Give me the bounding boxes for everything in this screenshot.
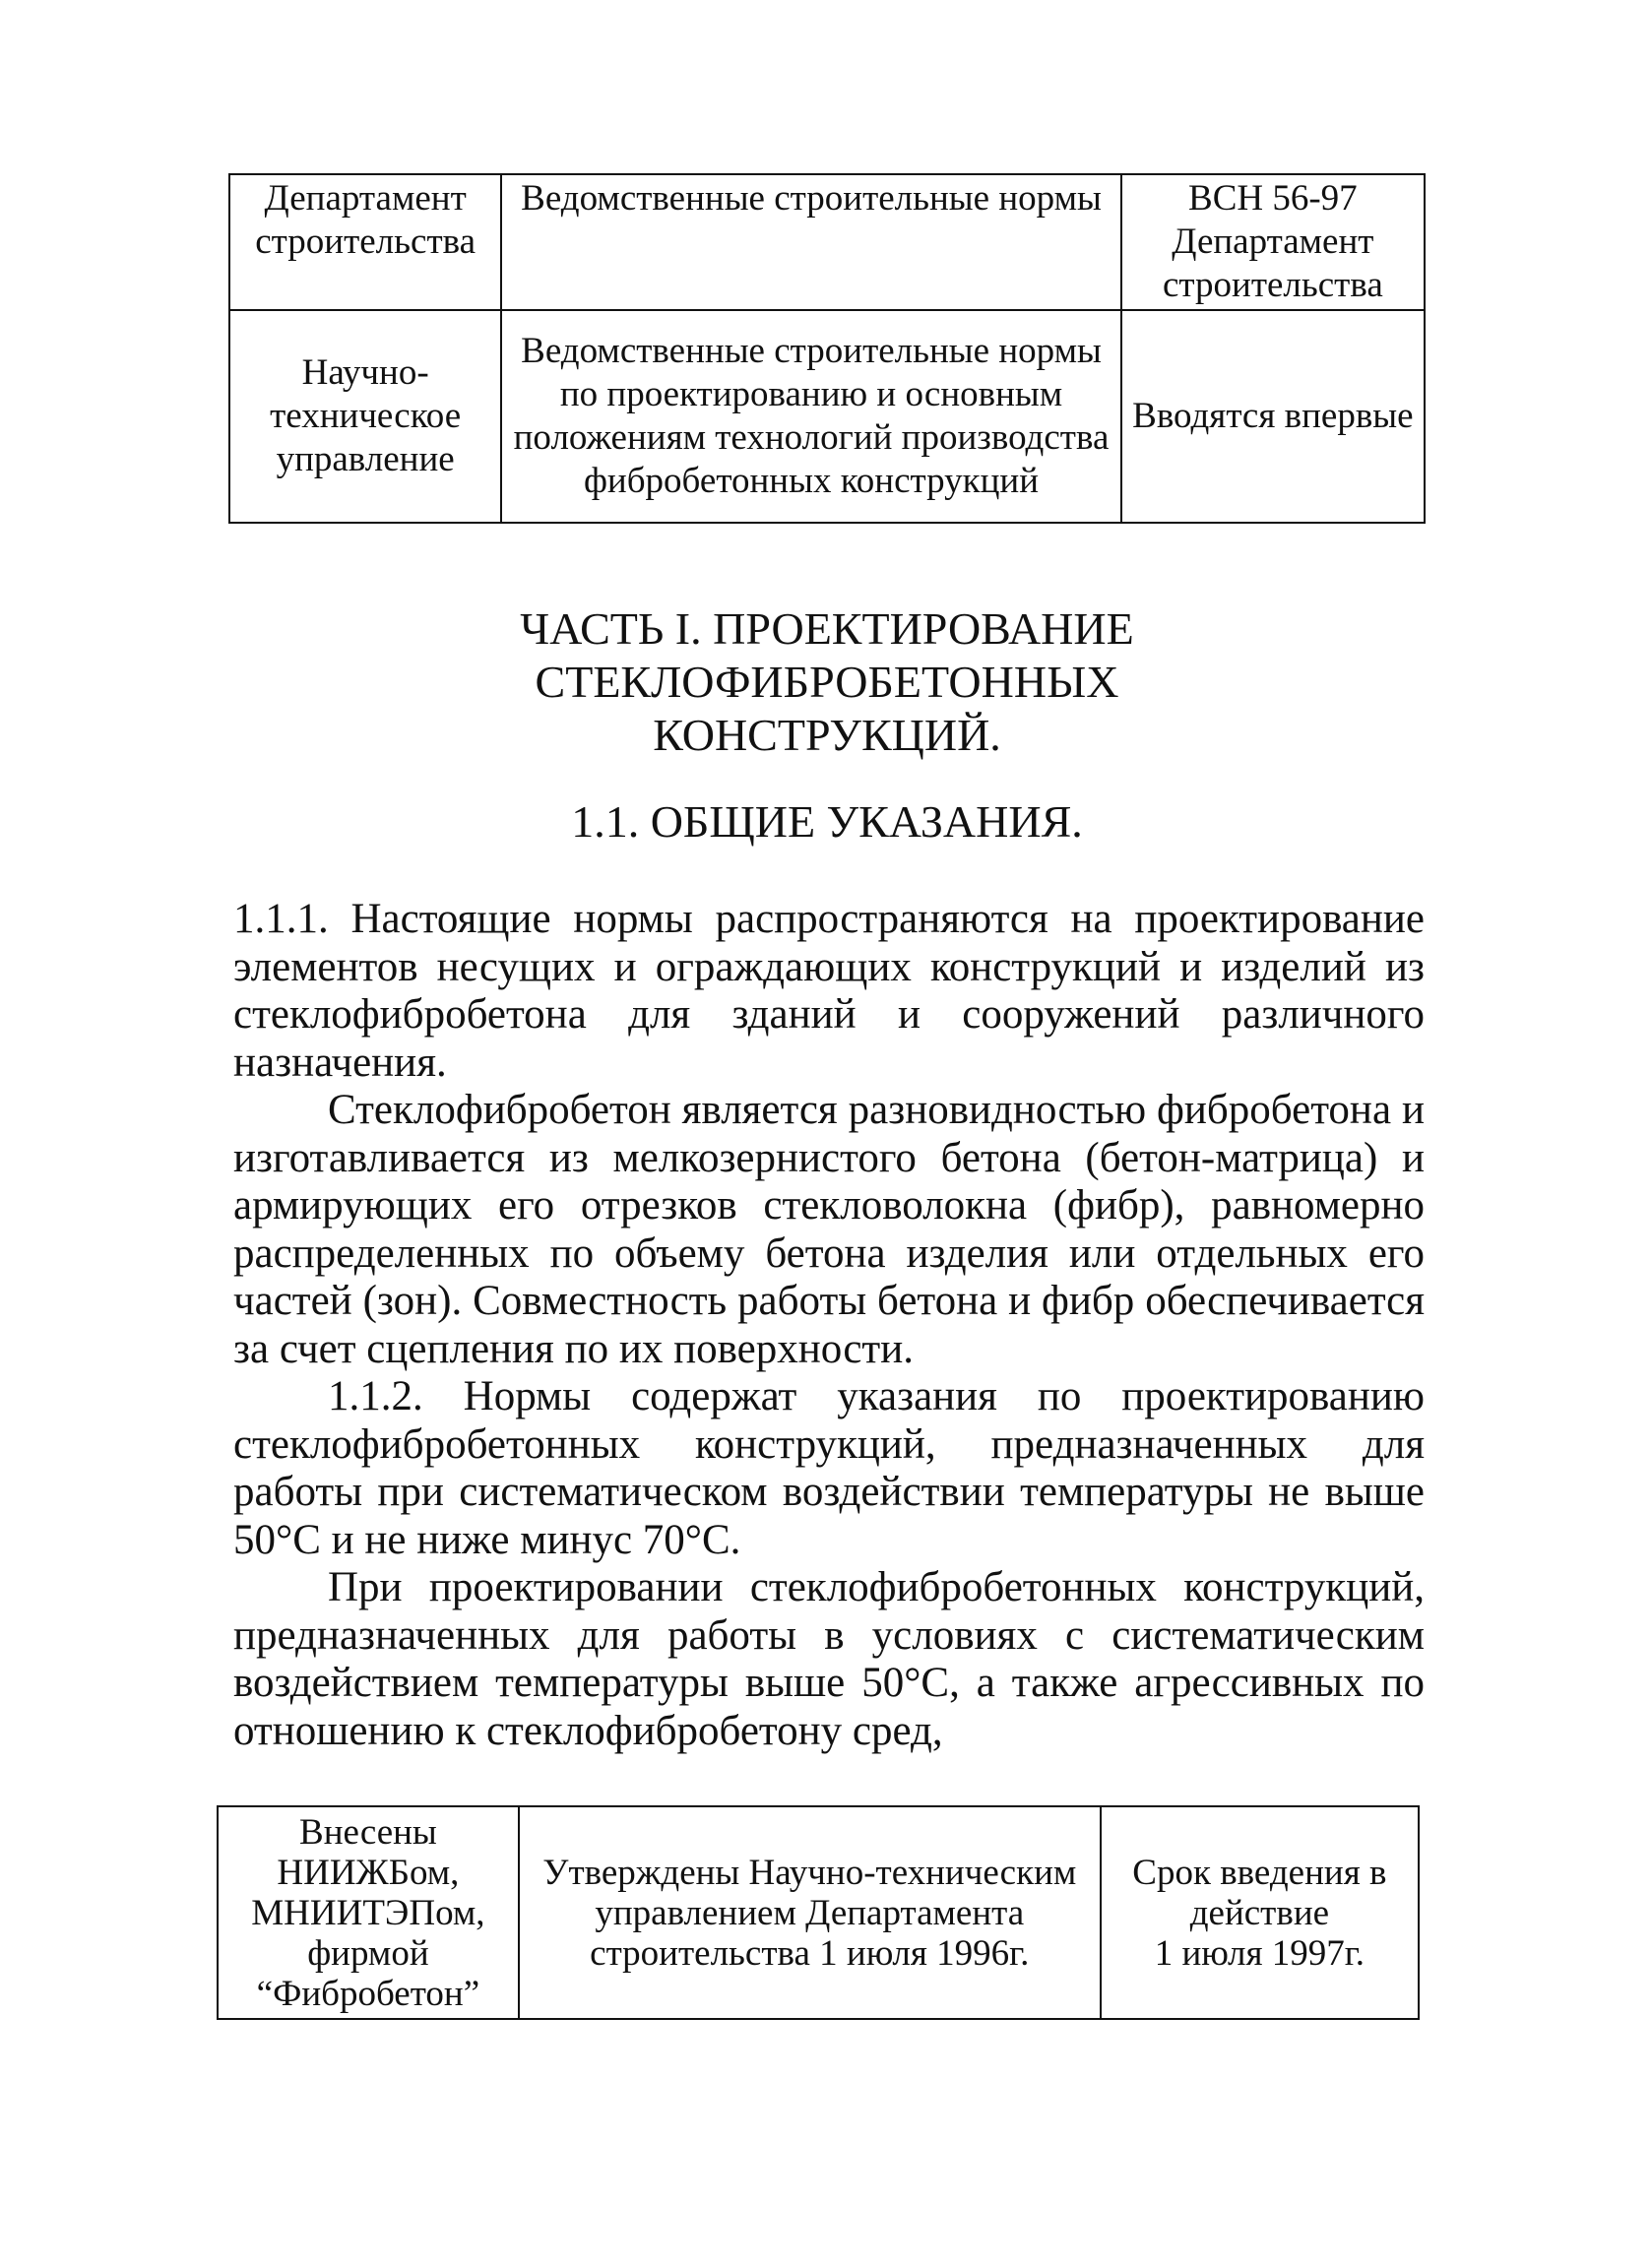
- part-title-line-1: ЧАСТЬ I. ПРОЕКТИРОВАНИЕ: [520, 603, 1134, 654]
- header-cell-norms-title: Ведомственные строительные нормы по проектированию и основным положениям технологий производства фибробетонных конструкций: [501, 310, 1120, 523]
- part-title: [228, 602, 1426, 762]
- header-cell-department: Департамент строительства: [229, 174, 501, 310]
- body-text: [233, 896, 1425, 1755]
- header-row-1: [229, 174, 1425, 310]
- footer-table: [217, 1805, 1420, 2020]
- header-table: [228, 173, 1426, 524]
- submitted-line-1: Внесены: [299, 1811, 437, 1853]
- paragraph-glass-fiber-concrete: Стеклофибробетон является разновидностью фибробетона и изготавливается из мелкозернистого бетона (бетон-матрица) и армирующих его отрезков стекловолокна (фибр), равномерно распределенных по объему бетона изделия или отдельных его частей (зон). Совместность работы бетона и фибр обеспечивается за счет сцепления по их поверхности.: [233, 1087, 1425, 1372]
- footer-cell-submitted: [218, 1806, 519, 2019]
- submitted-line-4: фирмой: [307, 1932, 429, 1974]
- part-title-line-3: КОНСТРУКЦИЙ.: [653, 710, 1001, 760]
- header-cell-norms-type: Ведомственные строительные нормы: [501, 174, 1120, 310]
- norm-code: ВСН 56-97: [1188, 178, 1358, 219]
- effective-date-label: Срок введения в действие: [1132, 1852, 1387, 1933]
- footer-row: [218, 1806, 1419, 2019]
- header-cell-status: Вводятся впервые: [1121, 310, 1425, 523]
- section-title: 1.1. ОБЩИЕ УКАЗАНИЯ.: [571, 796, 1083, 847]
- submitted-line-5: “Фибробетон”: [256, 1973, 480, 2014]
- part-title-line-2: СТЕКЛОФИБРОБЕТОННЫХ: [535, 657, 1119, 707]
- paragraph-design-conditions: При проектировании стеклофибробетонных конструкций, предназначенных для работы в условиях с систематическим воздействием температуры выше 50°С, а также агрессивных по отношению к стеклофибробетону сред,: [233, 1564, 1425, 1754]
- submitted-line-3: МНИИТЭПом,: [251, 1892, 485, 1933]
- header-cell-management: Научно-техническое управление: [229, 310, 501, 523]
- header-cell-norm-code: [1121, 174, 1425, 310]
- footer-cell-approved: Утверждены Научно-техническим управлением Департамента строительства 1 июля 1996г.: [519, 1806, 1101, 2019]
- footer-cell-effective-date: [1101, 1806, 1419, 2019]
- paragraph-1-1-2: 1.1.2. Нормы содержат указания по проектированию стеклофибробетонных конструкций, предназначенных для работы при систематическом воздействии температуры не выше 50°С и не ниже минус 70°С.: [233, 1373, 1425, 1563]
- norm-issuer: Департамент строительства: [1162, 221, 1383, 305]
- paragraph-1-1-1: 1.1.1. Настоящие нормы распространяются на проектирование элементов несущих и ограждающих конструкций и изделий из стеклофибробетона для зданий и сооружений различного назначения.: [233, 896, 1425, 1086]
- submitted-line-2: НИИЖБом,: [277, 1852, 460, 1893]
- effective-date-value: 1 июля 1997г.: [1154, 1932, 1365, 1974]
- header-row-2: [229, 310, 1425, 523]
